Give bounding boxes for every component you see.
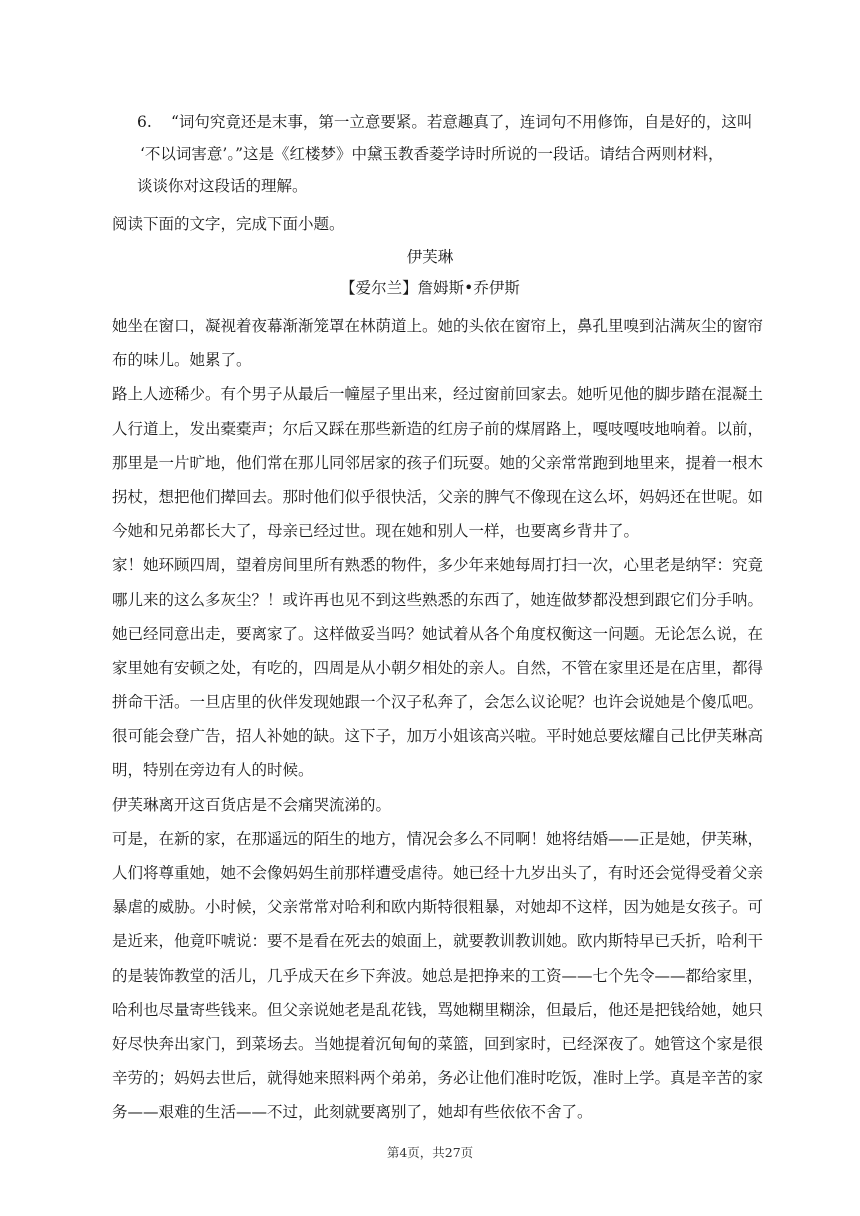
- story-line: 务——艰难的生活——不过，此刻就要离别了，她却有些依依不舍了。: [112, 1103, 593, 1122]
- story-line: 布的味儿。她累了。: [112, 351, 252, 370]
- story-author: 【爱尔兰】詹姆斯•乔伊斯: [340, 279, 520, 297]
- reading-instruction: 阅读下面的文字，完成下面小题。: [112, 215, 345, 233]
- question-line-2: ‘不以词害意’。”这是《红楼梦》中黛玉教香菱学诗时所说的一段话。请结合两则材料，: [140, 145, 724, 163]
- question-line-1: [112, 106, 752, 138]
- story-line: 哈利也尽量寄些钱来。但父亲说她老是乱花钱，骂她糊里糊涂，但最后，他还是把钱给她，她只: [112, 1000, 764, 1019]
- question-number: 6.: [137, 113, 152, 131]
- question-text-1: “词句究竟还是末事，第一立意要紧。若意趣真了，连词句不用修饰，自是好的，这叫: [171, 113, 753, 131]
- story-line: 哪儿来的这么多灰尘？！或许再也见不到这些熟悉的东西了，她连做梦都没想到跟它们分手呐。: [112, 590, 764, 609]
- story-body: [112, 309, 764, 1130]
- question-line-3: 谈谈你对这段话的理解。: [137, 177, 308, 195]
- story-line: 明，特别在旁边有人的时候。: [112, 761, 314, 780]
- story-line: 很可能会登广告，招人补她的缺。这下子，加万小姐该高兴啦。平时她总要炫耀自己比伊芙琳高: [112, 727, 764, 746]
- story-title: 伊芙琳: [406, 248, 454, 266]
- story-line: 的是装饰教堂的活儿，几乎成天在乡下奔波。她总是把挣来的工资——七个先令——都给家里，: [112, 966, 764, 985]
- story-line: 人行道上，发出橐橐声；尔后又踩在那些新造的红房子前的煤屑路上，嘎吱嘎吱地响着。以前，: [112, 419, 764, 438]
- story-line: 好尽快奔出家门，到菜场去。当她提着沉甸甸的菜篮，回到家时，已经深夜了。她管这个家是很: [112, 1034, 764, 1053]
- story-line: 她已经同意出走，要离家了。这样做妥当吗？她试着从各个角度权衡这一问题。无论怎么说，在: [112, 624, 764, 643]
- story-line: 是近来，他竟吓唬说：要不是看在死去的娘面上，就要教训教训她。欧内斯特早已夭折，哈利干: [112, 932, 764, 951]
- story-line: 今她和兄弟都长大了，母亲已经过世。现在她和别人一样，也要离乡背井了。: [112, 522, 640, 541]
- story-line: 辛劳的；妈妈去世后，就得她来照料两个弟弟，务必让他们准时吃饭，准时上学。真是辛苦的家: [112, 1069, 764, 1088]
- story-line: 可是，在新的家，在那遥远的陌生的地方，情况会多么不同啊！她将结婚——正是她，伊芙琳，: [112, 829, 764, 848]
- question-6: [112, 106, 752, 202]
- page-footer: 第4页，共27页: [386, 1145, 474, 1160]
- story-line: 人们将尊重她，她不会像妈妈生前那样遭受虐待。她已经十九岁出头了，有时还会觉得受着父亲: [112, 864, 764, 882]
- story-line: 那里是一片旷地，他们常在那儿同邻居家的孩子们玩耍。她的父亲常常跑到地里来，提着一根木: [112, 453, 764, 472]
- story-line: 拐杖，想把他们撵回去。那时他们似乎很快活，父亲的脾气不像现在这么坏，妈妈还在世呢。如: [112, 487, 764, 506]
- story-line: 暴虐的威胁。小时候，父亲常常对哈利和欧内斯特很粗暴，对她却不这样，因为她是女孩子。可: [112, 898, 764, 917]
- story-line: 家里她有安顿之处，有吃的，四周是从小朝夕相处的亲人。自然，不管在家里还是在店里，都得: [112, 658, 764, 677]
- story-line: 她坐在窗口，凝视着夜幕渐渐笼罩在林荫道上。她的头依在窗帘上，鼻孔里嗅到沾满灰尘的窗帘: [112, 317, 764, 335]
- story-line: 拼命干活。一旦店里的伙伴发现她跟一个汉子私奔了，会怎么议论呢？也许会说她是个傻瓜吧。: [112, 693, 764, 712]
- story-line: 家！她环顾四周，望着房间里所有熟悉的物件，多少年来她每周打扫一次，心里老是纳罕：究竟: [112, 556, 764, 575]
- story-line: 路上人迹稀少。有个男子从最后一幢屋子里出来，经过窗前回家去。她听见他的脚步踏在混凝土: [112, 385, 764, 404]
- story-line: 伊芙琳离开这百货店是不会痛哭流涕的。: [112, 795, 392, 814]
